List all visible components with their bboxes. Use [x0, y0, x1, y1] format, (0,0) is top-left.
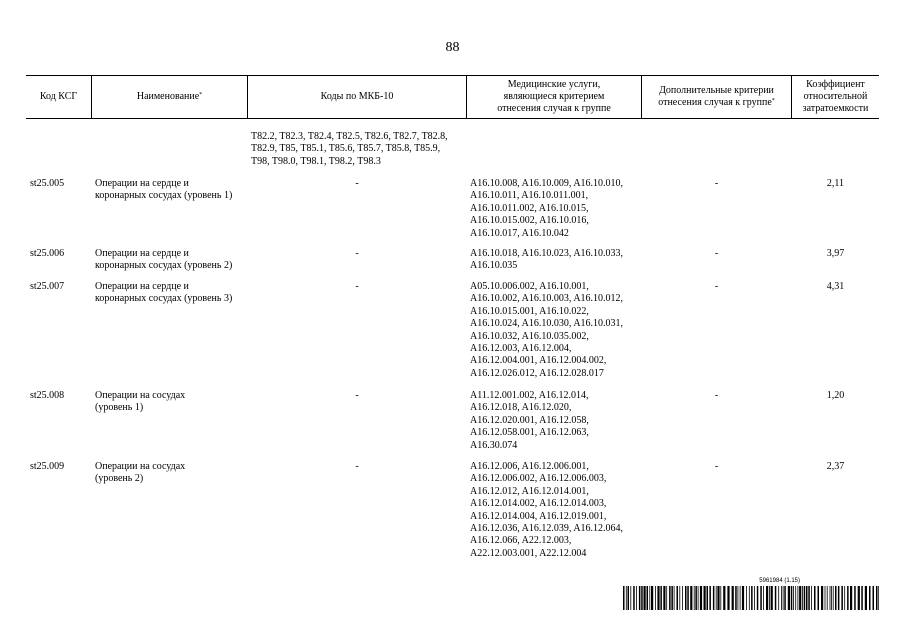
service-codes: A16.12.006, A16.12.006.001, A16.12.006.002, A16.12.006.003, A16.12.012, A16.12.014.001, A16.12.014.002, A16.12.014.003, A16.12.014.004, A16.12.019.001, A16.12.036, A16.12.039, A16.12.064, A16.12.066, A22.12.003, A22.12.003.001, A22.12.004 [470, 461, 624, 559]
header-code: Код КСГ [39, 91, 78, 102]
continuation-mkb-codes: T82.2, T82.3, T82.4, T82.5, T82.6, T82.7, T82.8, T82.9, T85, T85.1, T85.6, T85.7, T85.8, T85.9, T98, T98.0, T98.1, T98.2, T98.3 [251, 131, 448, 167]
mkb-codes: - [355, 281, 359, 292]
coefficient: 2,11 [826, 178, 845, 189]
mkb-codes: - [355, 390, 359, 401]
header-mkb: Коды по МКБ-10 [320, 91, 394, 102]
ksg-code: st25.006 [30, 248, 65, 259]
ksg-code: st25.008 [30, 390, 65, 401]
group-name: Операции на сердце и коронарных сосудах (уровень 1) [95, 178, 233, 202]
additional-criteria: - [714, 248, 719, 259]
service-codes: A16.10.008, A16.10.009, A16.10.010, A16.10.011, A16.10.011.001, A16.10.011.002, A16.10.015, A16.10.015.002, A16.10.016, A16.10.017, A16.10.042 [470, 178, 624, 239]
group-name: Операции на сосудах (уровень 1) [95, 390, 186, 414]
service-codes: A05.10.006.002, A16.10.001, A16.10.002, A16.10.003, A16.10.012, A16.10.015.001, A16.10.022, A16.10.024, A16.10.030, A16.10.031, A16.10.032, A16.10.035.002, A16.12.003, A16.12.004, A16.12.004.001, A16.12.004.002, A16.12.026.012, A16.12.028.017 [470, 281, 624, 379]
header-services: Медицинские услуги, являющиеся критерием отнесения случая к группе [497, 79, 611, 114]
header-criteria: Дополнительные критерии отнесения случая к группе* [658, 85, 775, 108]
service-codes: A16.10.018, A16.10.023, A16.10.033, A16.10.035 [470, 248, 624, 272]
mkb-codes: - [355, 248, 359, 259]
header-name: Наименование* [136, 91, 203, 102]
coefficient: 3,97 [826, 248, 845, 259]
mkb-codes: - [355, 461, 359, 472]
header-coefficient: Коэффициент относительной затратоемкости [802, 79, 869, 114]
coefficient: 1,20 [826, 390, 845, 401]
group-name: Операции на сердце и коронарных сосудах (уровень 2) [95, 248, 233, 272]
additional-criteria: - [714, 390, 719, 401]
additional-criteria: - [714, 178, 719, 189]
barcode-label: 5961984 (1.15) [759, 578, 800, 584]
ksg-code: st25.007 [30, 281, 65, 292]
ksg-code: st25.005 [30, 178, 65, 189]
service-codes: A11.12.001.002, A16.12.014, A16.12.018, A16.12.020, A16.12.020.001, A16.12.058, A16.12.058.001, A16.12.063, A16.30.074 [470, 390, 589, 451]
barcode [623, 586, 879, 610]
coefficient: 2,37 [826, 461, 845, 472]
coefficient: 4,31 [826, 281, 845, 292]
group-name: Операции на сердце и коронарных сосудах (уровень 3) [95, 281, 233, 305]
additional-criteria: - [714, 461, 719, 472]
header-bottom-rule [26, 118, 879, 119]
additional-criteria: - [714, 281, 719, 292]
group-name: Операции на сосудах (уровень 2) [95, 461, 186, 485]
mkb-codes: - [355, 178, 359, 189]
page-number: 88 [445, 40, 460, 55]
ksg-code: st25.009 [30, 461, 65, 472]
